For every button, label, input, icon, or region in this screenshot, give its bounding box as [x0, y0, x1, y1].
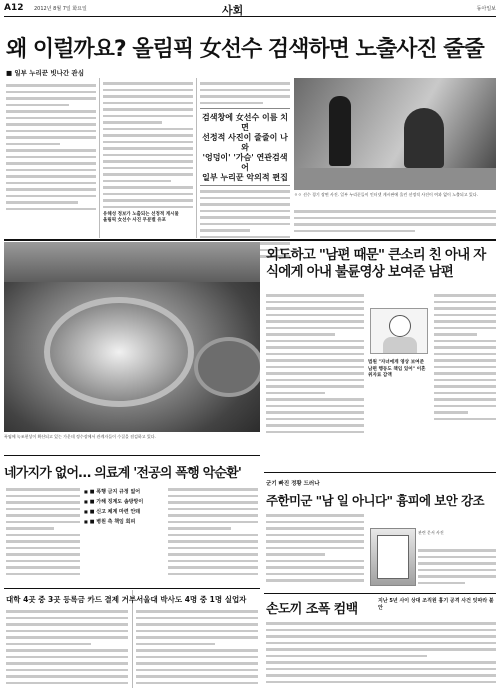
story1-sidebar-0: 유해성 정보가 노출되는 선정적 게시물: [103, 212, 179, 217]
story1-subhead: ■ 일부 누리꾼 빗나간 관심: [6, 69, 84, 77]
story1-midhead-0: 검색창에 女선수 이름 치면: [202, 112, 288, 132]
story3-col1: [6, 484, 80, 579]
story3-bullet-3: ■ ■ 병원 측 책임 회피: [84, 517, 164, 527]
column-rule: [196, 78, 197, 238]
paper-name: 동아일보: [476, 6, 496, 12]
story1-col4: [294, 206, 496, 236]
story4-kicker: 군기 빠진 정황 드러나: [266, 481, 320, 487]
photo2-caption: 폭염에 녹조현상이 확산되고 있는 가운데 정수장에서 관계자들이 수질을 점검하고 있다.: [4, 434, 156, 439]
story1-col3: [200, 78, 290, 262]
story7-body: [266, 618, 496, 687]
section-title: 사회: [222, 4, 244, 17]
story1-body-col1: [6, 80, 96, 240]
mid-divider: [200, 185, 290, 186]
main-headline: 왜 이럴까요? 올림픽 女선수 검색하면 노출사진 줄줄: [6, 37, 484, 62]
story3-col3: [168, 484, 258, 579]
story3-bullet-0: ■ ■ 폭행 금지 규정 없어: [84, 487, 164, 497]
story2-pullquote: 법원 "자녀에게 영상 보여준 남편 행동도 책임 있어" 이혼 위자료 감액: [368, 360, 426, 378]
water-treatment-photo: [4, 242, 260, 432]
story1-midhead-3: 일부 누리꾼 악의적 편집: [202, 172, 288, 182]
story3-bullets: [84, 487, 164, 527]
section-rule: [4, 588, 260, 589]
mid-divider: [200, 108, 290, 109]
column-rule: [99, 78, 100, 238]
story2-col3: [434, 290, 496, 424]
story4-col1: [266, 510, 364, 586]
section-rule: [4, 239, 496, 241]
story7-kicker: 지난 5년 사이 상대 조직원 흉기 공격 사건 잇따라 불안: [378, 598, 494, 611]
story7-headline: 손도끼 조폭 컴백: [266, 602, 358, 617]
story1-col1: [6, 68, 96, 240]
story3-headline: 네가지가 없어… 의료계 '전공의 폭행 악순환': [4, 466, 242, 481]
story4-headline: 주한미군 "남 일 아니다" 흉피에 보안 강조: [266, 493, 484, 508]
story6-headline: 서울대 박사도 4명 중 1명 실업자: [136, 595, 247, 604]
photo3-caption: 관련 문서 사진: [418, 530, 444, 535]
story4-col3: [418, 545, 496, 588]
story3-bullet-2: ■ ■ 신고 체계 마련 안돼: [84, 507, 164, 517]
document-photo: [370, 528, 416, 586]
issue-date: 2012년 8월 7일 화요일: [34, 6, 87, 12]
section-rule: [264, 593, 496, 594]
photo1-caption: ㅇㅇ 선수 경기 장면 사진. 일부 누리꾼들이 인터넷 게시판에 올린 선정적 사진이 여과 없이 노출되고 있다.: [294, 192, 478, 197]
page-header: [4, 3, 496, 17]
illustration: [370, 308, 428, 354]
story5-body: [6, 606, 128, 688]
story6-body: [136, 606, 258, 688]
story1-col2: [103, 78, 193, 224]
section-rule: [264, 472, 496, 473]
story1-midhead-2: '엉덩이' '가슴' 연관검색어: [202, 152, 288, 172]
story5-headline: 대학 4곳 중 3곳 등록금 카드 결제 거부: [6, 595, 137, 604]
story2-col1: [266, 290, 364, 437]
sports-photo: [294, 78, 496, 190]
story1-sidebar-1: 올림픽 女선수 사진 무분별 유포: [103, 218, 166, 223]
story2-headline: 외도하고 "남편 때문" 큰소리 친 아내 자식에게 아내 불륜영상 보여준 남편: [266, 247, 486, 280]
section-rule: [4, 455, 260, 456]
page-number: A12: [4, 3, 24, 13]
story1-midhead-1: 선정적 사진이 줄줄이 나와: [202, 132, 288, 152]
story3-bullet-1: ■ ■ 가해 징계도 솜방망이: [84, 497, 164, 507]
